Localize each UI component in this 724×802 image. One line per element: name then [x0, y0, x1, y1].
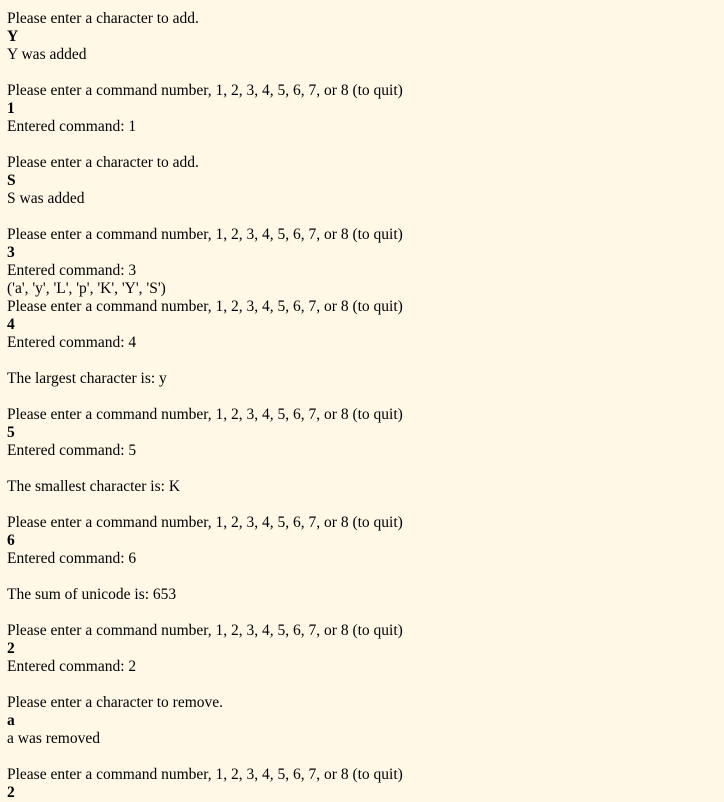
- output-line: Entered command: 6: [7, 550, 137, 567]
- output-line: Entered command: 1: [7, 118, 137, 135]
- blank-line: [7, 496, 403, 514]
- blank-line: [7, 460, 403, 478]
- blank-line: [7, 64, 403, 82]
- output-line: Please enter a command number, 1, 2, 3, 4, 5, 6, 7, or 8 (to quit): [7, 622, 403, 639]
- output-line: Please enter a command number, 1, 2, 3, 4, 5, 6, 7, or 8 (to quit): [7, 298, 403, 315]
- output-line: Please enter a character to add.: [7, 154, 199, 171]
- output-line: Entered command: 2: [7, 658, 137, 675]
- user-input-line: 3: [7, 244, 15, 261]
- blank-line: [7, 208, 403, 226]
- output-line: Please enter a character to remove.: [7, 694, 224, 711]
- output-line: S was added: [7, 190, 85, 207]
- user-input-line: 6: [7, 532, 15, 549]
- output-line: The sum of unicode is: 653: [7, 586, 177, 603]
- blank-line: [7, 388, 403, 406]
- user-input-line: 5: [7, 424, 15, 441]
- console-output: [7, 10, 403, 802]
- output-line: Entered command: 4: [7, 334, 137, 351]
- output-line: ('a', 'y', 'L', 'p', 'K', 'Y', 'S'): [7, 280, 166, 297]
- output-line: Please enter a command number, 1, 2, 3, 4, 5, 6, 7, or 8 (to quit): [7, 226, 403, 243]
- user-input-line: 1: [7, 100, 15, 117]
- blank-line: [7, 568, 403, 586]
- user-input-line: 2: [7, 640, 15, 657]
- user-input-line: 4: [7, 316, 15, 333]
- output-line: a was removed: [7, 730, 100, 747]
- output-line: Please enter a command number, 1, 2, 3, 4, 5, 6, 7, or 8 (to quit): [7, 766, 403, 783]
- output-line: Entered command: 3: [7, 262, 137, 279]
- output-line: Entered command: 5: [7, 442, 137, 459]
- blank-line: [7, 748, 403, 766]
- output-line: Please enter a command number, 1, 2, 3, 4, 5, 6, 7, or 8 (to quit): [7, 406, 403, 423]
- user-input-line: Y: [7, 28, 19, 45]
- output-line: Y was added: [7, 46, 87, 63]
- user-input-line: S: [7, 172, 16, 189]
- blank-line: [7, 136, 403, 154]
- user-input-line: 2: [7, 784, 15, 801]
- output-line: Please enter a command number, 1, 2, 3, 4, 5, 6, 7, or 8 (to quit): [7, 514, 403, 531]
- user-input-line: a: [7, 712, 15, 729]
- blank-line: [7, 604, 403, 622]
- output-line: Please enter a command number, 1, 2, 3, 4, 5, 6, 7, or 8 (to quit): [7, 82, 403, 99]
- blank-line: [7, 352, 403, 370]
- output-line: The smallest character is: K: [7, 478, 181, 495]
- blank-line: [7, 676, 403, 694]
- output-line: Please enter a character to add.: [7, 10, 199, 27]
- output-line: The largest character is: y: [7, 370, 167, 387]
